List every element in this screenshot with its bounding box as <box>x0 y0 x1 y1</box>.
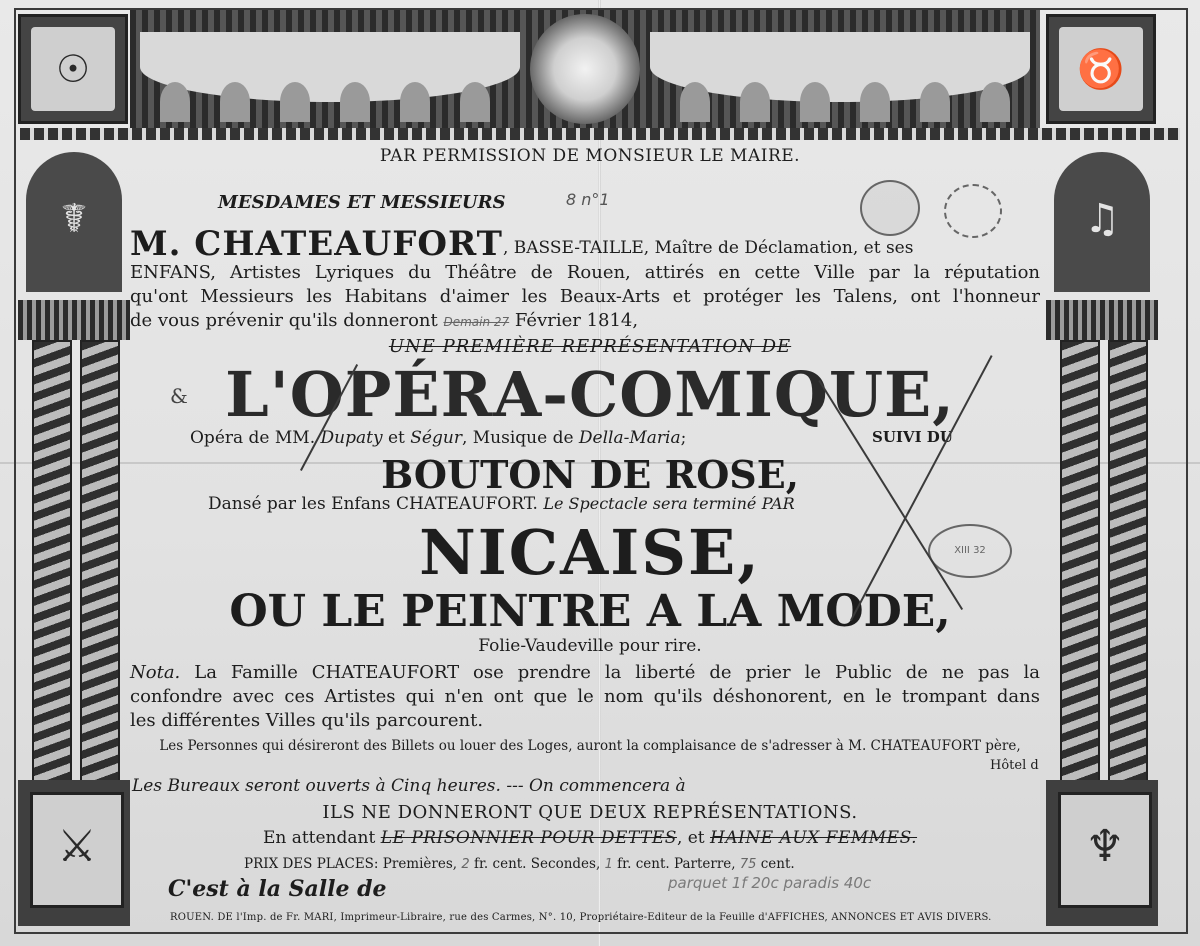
title-nicaise: NICAISE, <box>419 516 761 589</box>
handwritten-note: 8 n°1 <box>566 190 610 209</box>
premieres-fr: fr. <box>473 856 489 872</box>
title-bouton-de-rose: BOUTON DE ROSE, <box>381 452 799 497</box>
garland-pillar <box>1060 340 1100 784</box>
palmette-icon <box>460 82 490 122</box>
garland-pillar <box>80 340 120 784</box>
performance-date: Février 1814, <box>514 310 639 331</box>
premieres-cent: cent. <box>492 856 527 872</box>
suivi-du: SUIVI DU <box>872 428 953 446</box>
intro-line-2: ENFANS, Artistes Lyriques du Théâtre de Rouen, attirés en cette Ville par la réputation <box>130 262 1040 283</box>
crossed-instruments-icon: ⚔ <box>57 821 97 872</box>
deux-representations: ILS NE DONNERONT QUE DEUX REPRÉSENTATIONS. <box>322 802 858 823</box>
salle-line: C'est à la Salle de <box>168 876 387 902</box>
left-column-ornament <box>18 140 130 926</box>
salutation: MESDAMES ET MESSIEURS <box>218 192 506 213</box>
secondes-label: Secondes, <box>530 856 601 872</box>
struck-title-haine: HAINE AUX FEMMES. <box>710 828 918 848</box>
garland-pillar <box>32 340 72 784</box>
attendant-line <box>140 828 1040 848</box>
helmet-head-icon: ♉ <box>1077 47 1125 91</box>
palmette-icon <box>920 82 950 122</box>
premieres-value: 2 <box>461 857 470 872</box>
struck-handwritten-date: Demain 27 <box>443 315 510 329</box>
palmette-icon <box>340 82 370 122</box>
right-column-ornament <box>1046 140 1158 926</box>
corner-mercury-medallion <box>18 14 128 124</box>
palmette-icon <box>400 82 430 122</box>
credits-prefix: Opéra de MM. <box>190 428 316 448</box>
handwritten-mark: & <box>170 384 188 408</box>
parterre-cent: cent. <box>760 856 795 872</box>
folie-vaudeville: Folie-Vaudeville pour rire. <box>478 636 702 656</box>
greek-key-band <box>20 128 1180 140</box>
intro-line-4 <box>130 310 638 331</box>
palmette-icon <box>160 82 190 122</box>
title-peintre-a-la-mode: OU LE PEINTRE A LA MODE, <box>229 586 951 637</box>
palmette-icon <box>860 82 890 122</box>
palmette-icon <box>280 82 310 122</box>
header-frieze <box>130 10 1040 128</box>
secondes-cent: cent. <box>635 856 670 872</box>
intro-line-1 <box>130 224 1040 264</box>
palmette-icon <box>220 82 250 122</box>
prices-label: PRIX DES PLACES: <box>244 856 379 872</box>
palmette-icon <box>800 82 830 122</box>
palmette-icon <box>740 82 770 122</box>
secondes-value: 1 <box>604 857 613 872</box>
mercury-head-icon: ☉ <box>55 47 91 91</box>
printer-imprint: ROUEN. DE l'Imp. de Fr. MARI, Imprimeur-Libraire, rue des Carmes, N°. 10, Propriétaire-Editeur de la Feuille d'AFFICHES, ANNONCES ET AVIS DIVERS. <box>170 912 992 923</box>
horn-trophy-icon: ♆ <box>1085 821 1125 872</box>
danse-text: Dansé par les Enfans CHATEAUFORT. <box>208 494 538 514</box>
struck-title-prisonnier: LE PRISONNIER POUR DETTES <box>380 828 677 848</box>
credits-et: et <box>387 428 405 448</box>
nota-line-1 <box>130 662 1040 683</box>
nota-line-2: confondre avec ces Artistes qui n'en ont que le nom qu'ils déshonorent, en le trompant dans <box>130 686 1040 707</box>
credits-suffix: ; <box>680 428 687 448</box>
danse-line <box>208 494 795 514</box>
secondes-fr: fr. <box>617 856 632 872</box>
palmette-icon <box>680 82 710 122</box>
intro-line-1-rest: , BASSE-TAILLE, Maître de Déclamation, et ses <box>502 238 914 258</box>
par-text: PAR <box>761 494 795 513</box>
intro-line-3: qu'ont Messieurs les Habitans d'aimer les Beaux-Arts et protéger les Talens, ont l'honneur <box>130 286 1040 307</box>
parterre-label: Parterre, <box>673 856 736 872</box>
author-2: Ségur <box>410 428 462 448</box>
attendant-prefix: En attendant <box>262 828 376 848</box>
performer-name: M. CHATEAUFORT <box>130 224 503 264</box>
title-opera-comique: L'OPÉRA-COMIQUE, <box>225 358 955 431</box>
intro-line-4-start: de vous prévenir qu'ils donneront <box>130 310 438 331</box>
premiere-line: UNE PREMIÈRE REPRÉSENTATION DE <box>388 336 792 357</box>
credits-music: , Musique de <box>461 428 574 448</box>
bureaux-line: Les Bureaux seront ouverts à Cinq heures. --- On commencera à <box>132 776 686 796</box>
prices-line <box>244 856 795 872</box>
nota-text-1: La Famille CHATEAUFORT ose prendre la liberté de prier le Public de ne pas la <box>194 662 1040 683</box>
permission-line: PAR PERMISSION DE MONSIEUR LE MAIRE. <box>379 146 801 166</box>
handwritten-prices: parquet 1f 20c paradis 40c <box>668 874 872 892</box>
caduceus-icon: ☤ <box>60 196 88 242</box>
eagle-medallion-icon <box>530 14 640 124</box>
archive-stamp-number: XIII 32 <box>954 545 986 556</box>
spectacle-end-text: Le Spectacle sera terminé <box>543 494 757 513</box>
credits-line <box>190 428 686 448</box>
corner-helmet-medallion <box>1046 14 1156 124</box>
lyre-icon: ♫ <box>1084 196 1120 242</box>
composer: Della-Maria <box>578 428 681 448</box>
billets-line: Les Personnes qui désireront des Billets ou louer des Loges, auront la complaisance de s'adresser à M. CHATEAUFORT père, <box>159 738 1021 754</box>
premieres-label: Premières, <box>382 856 458 872</box>
hotel-line: Hôtel d <box>990 758 1039 773</box>
nota-line-3: les différentes Villes qu'ils parcourent. <box>130 710 484 731</box>
garland-pillar <box>1108 340 1148 784</box>
parterre-value: 75 <box>739 857 757 872</box>
palmette-icon <box>980 82 1010 122</box>
nota-label: Nota. <box>130 662 181 683</box>
author-1: Dupaty <box>320 428 383 448</box>
attendant-et: , et <box>676 828 705 848</box>
